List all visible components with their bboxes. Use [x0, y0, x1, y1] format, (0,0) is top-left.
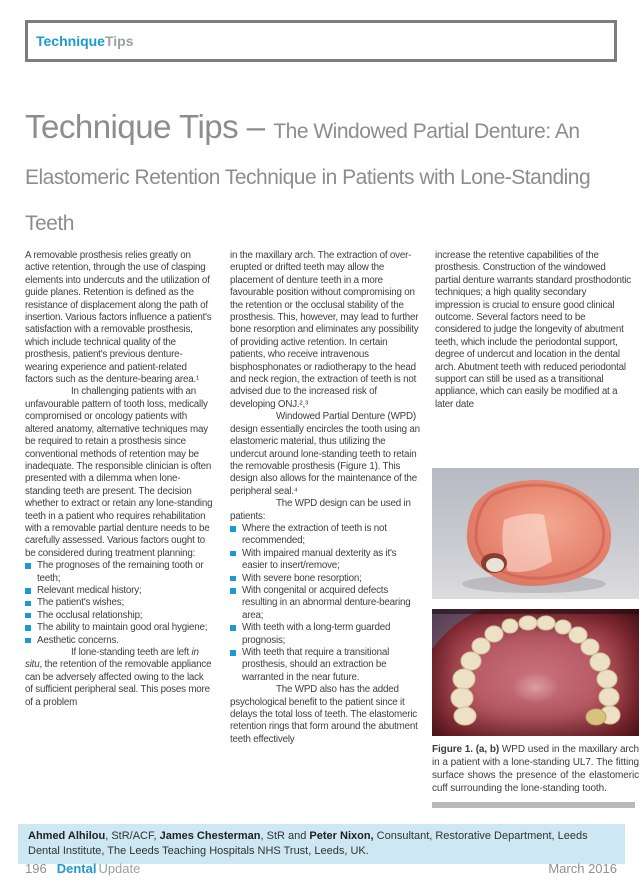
- figure-1: [432, 468, 639, 808]
- treatment-planning-list: [25, 560, 213, 647]
- author-credentials: , StR and: [260, 830, 310, 842]
- list-item: Where the extraction of teeth is not recommended;: [230, 523, 424, 548]
- list-item: The ability to maintain good oral hygiene;: [25, 622, 213, 634]
- list-item: With impaired manual dexterity as it's easier to insert/remove;: [230, 548, 424, 573]
- page-footer: [25, 861, 617, 876]
- italic-term: in situ: [25, 647, 199, 671]
- article-title-main: Technique Tips –: [25, 108, 274, 145]
- list-item: With severe bone resorption;: [230, 573, 424, 585]
- list-item: With congenital or acquired defects resulting in an abnormal denture-bearing area;: [230, 585, 424, 622]
- paragraph-text: , the retention of the removable appliance can be adversely affected owing to the lack of sufficient peripheral seal. This poses more of a problem: [25, 659, 212, 708]
- list-item: The occlusal relationship;: [25, 610, 213, 622]
- masthead-technique-label: Technique: [36, 33, 105, 49]
- text-column-3: [435, 250, 631, 411]
- paragraph: The WPD design can be used in patients:: [230, 498, 411, 522]
- footer-issue-date: March 2016: [548, 861, 617, 876]
- author-credentials: , StR/ACF,: [105, 830, 160, 842]
- authors-strip: [18, 824, 625, 864]
- article-title-subtitle: The Windowed Partial Denture: An Elastomeric Retention Technique in Patients with Lone-Standing Teeth: [25, 120, 591, 235]
- author-name: Peter Nixon,: [309, 830, 374, 842]
- journal-masthead: [25, 20, 617, 62]
- list-item: Aesthetic concerns.: [25, 635, 213, 647]
- paragraph: The WPD also has the added psychological benefit to the patient since it delays the total loss of teeth. The elastomeric retention rings that form around the abutment teeth effectively: [230, 684, 418, 745]
- figure-1a-denture-photo: [432, 468, 639, 599]
- article-title: [25, 104, 621, 247]
- paragraph: In challenging patients with an unfavourable pattern of tooth loss, medically compromised or oncology patients with altered anatomy, alternative techniques may be required to retain a prosthesis since conventional methods of retention may be inadequate. The responsible clinician is often presented with a dilemma when lone-standing teeth are present. The decision whether to extract or retain any lone-standing teeth in a patient who requires rehabilitation with a removable partial denture needs to be carefully assessed. Various factors ought to be considered during treatment planning:: [25, 386, 213, 559]
- denture-fitting-surface-graphic: [432, 468, 639, 599]
- footer-left: [25, 861, 142, 876]
- figure-caption: [432, 743, 639, 795]
- paragraph: Windowed Partial Denture (WPD) design essentially encircles the tooth using an elastomeric material, thus utilizing the undercut around lone-standing teeth to retain the removable prosthesis (Figure 1). This design also allows for the maintenance of the peripheral seal.⁴: [230, 411, 420, 497]
- figure-1b-intraoral-photo: [432, 609, 639, 736]
- paragraph: [25, 647, 213, 709]
- paragraph-text: If lone-standing teeth are left: [71, 647, 192, 658]
- paragraph: A removable prosthesis relies greatly on active retention, through the use of clasping elements into undercuts and the utilization of guide planes. Retention is defined as the resistance of displacement along the path of insertion. Various factors influence a patient's satisfaction with a removable prosthesis, which include technical quality of the prosthesis, patient's previous denture-wearing experience and patient-related factors such as the denture-bearing area.¹: [25, 250, 212, 386]
- paragraph: in the maxillary arch. The extraction of over-erupted or drifted teeth may allow the placement of denture teeth in a more favourable position without compromising on the retention or the occlusal stability of the prosthesis. This, however, may lead to further bone resorption and eliminates any possibility of providing active retention. In certain patients, who receive intravenous bisphosphonates or radiotherapy to the head and neck region, the extraction of teeth is not advised due to the increased risk of developing ONJ.²,³: [230, 250, 419, 410]
- footer-journal-update: Update: [98, 861, 141, 876]
- text-column-2: [230, 250, 424, 746]
- list-item: With teeth that require a transitional prosthesis, should an extraction be warranted in the near future.: [230, 647, 424, 684]
- text-column-1: [25, 250, 213, 709]
- author-name: Ahmed Alhilou: [28, 830, 106, 842]
- figure-caption-label: Figure 1. (a, b): [432, 744, 500, 755]
- figure-caption-text: WPD used in the maxillary arch in a patient with a lone-standing UL7. The fitting surface shows the presence of the elastomeric cuff surrounding the lone-standing tooth.: [432, 744, 639, 794]
- list-item: Relevant medical history;: [25, 585, 213, 597]
- footer-journal-dental: Dental: [56, 861, 97, 876]
- masthead-tips-label: Tips: [104, 33, 134, 49]
- author-name: James Chesterman: [159, 830, 261, 842]
- author-affiliation: Consultant, Restorative Department, Leeds Dental Institute, The Leeds Teaching Hospitals NHS Trust, Leeds, UK.: [28, 830, 588, 857]
- list-item: With teeth with a long-term guarded prognosis;: [230, 622, 424, 647]
- wpd-indications-list: [230, 523, 424, 684]
- list-item: The prognoses of the remaining tooth or teeth;: [25, 560, 213, 585]
- maxillary-arch-graphic: [432, 609, 639, 736]
- caption-divider-bar: [432, 802, 635, 808]
- page-number: 196: [25, 861, 47, 876]
- list-item: The patient's wishes;: [25, 597, 213, 609]
- paragraph: increase the retentive capabilities of the prosthesis. Construction of the windowed partial denture warrants standard prosthodontic techniques; a high quality secondary impression is crucial to ensure good clinical outcome. Several factors need to be considered to judge the longevity of abutment teeth, which include the periodontal support, degree of undercut and location in the dental arch. Abutment teeth with reduced periodontal support can still be used as a transitional appliance, which can easily be modified at a later date: [435, 250, 631, 410]
